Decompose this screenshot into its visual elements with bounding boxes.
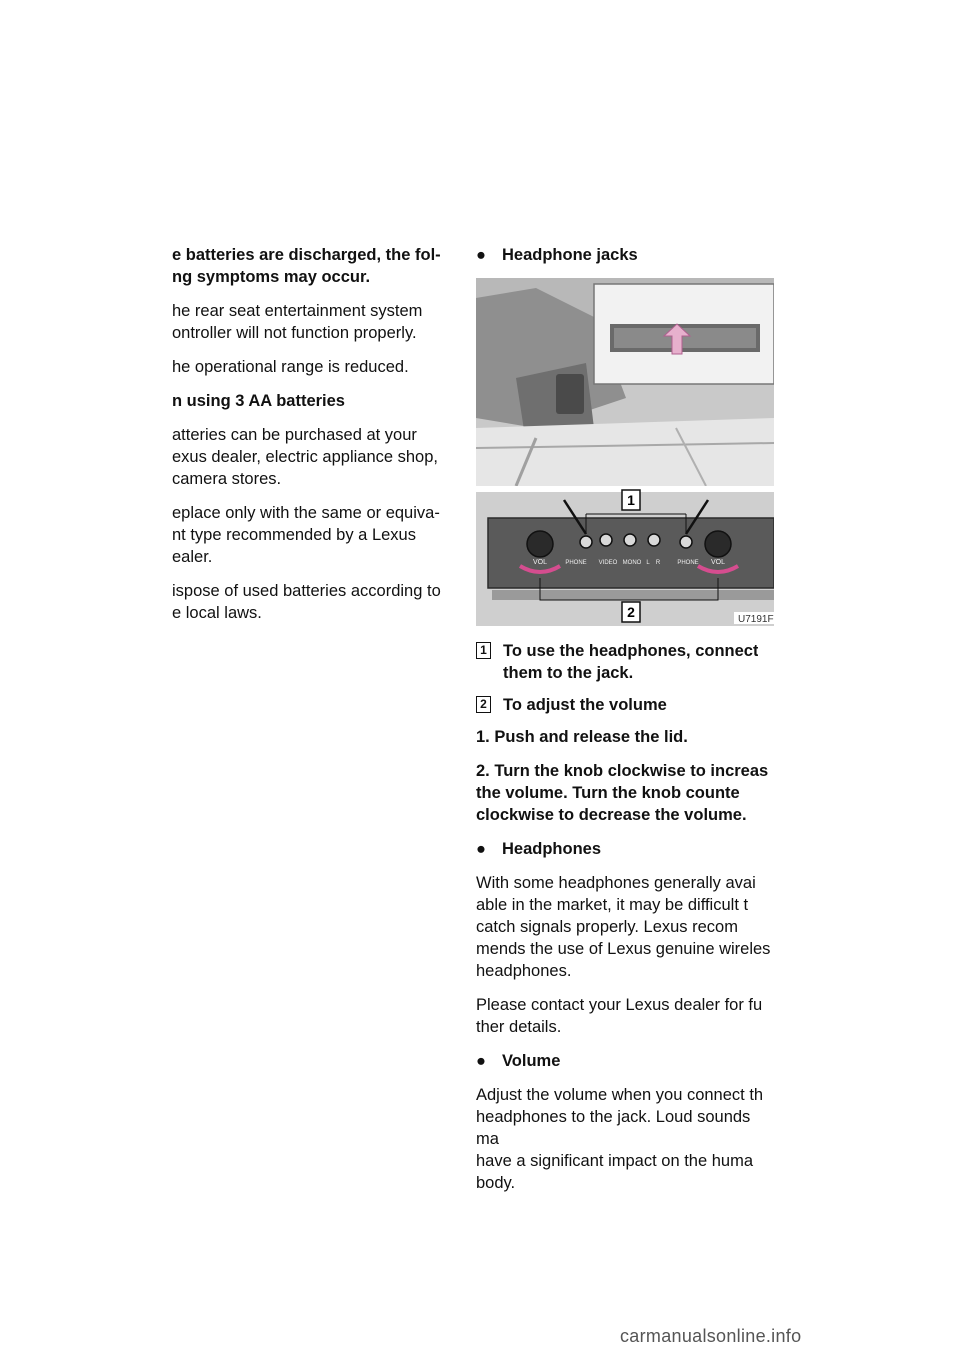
label-l: L bbox=[646, 560, 650, 566]
step-1 bbox=[476, 640, 774, 684]
left-column bbox=[172, 244, 456, 636]
step-2-number: 2 bbox=[476, 696, 491, 713]
figure-callout-1: 1 bbox=[627, 492, 635, 508]
headphone-jacks-illustration bbox=[476, 278, 774, 626]
figure-callout-2: 2 bbox=[627, 604, 635, 620]
label-vol-left: VOL bbox=[532, 559, 548, 566]
battery-replace-note: eplace only with the same or equiva- nt type recommended by a Lexus ealer. bbox=[172, 504, 440, 566]
label-phone-right: PHONE bbox=[677, 560, 699, 566]
substep-1: 1. Push and release the lid. bbox=[476, 728, 688, 746]
dealer-paragraph: Please contact your Lexus dealer for fu ther details. bbox=[476, 996, 763, 1036]
step-1-number: 1 bbox=[476, 642, 491, 659]
volume-paragraph: Adjust the volume when you connect th headphones to the jack. Loud sounds ma have a significant impact on the huma body. bbox=[476, 1086, 764, 1192]
battery-purchase-note: atteries can be purchased at your exus dealer, electric appliance shop, camera stores. bbox=[172, 426, 438, 488]
bullet-dot-icon: ● bbox=[476, 840, 486, 858]
label-phone-left: PHONE bbox=[565, 560, 587, 566]
battery-dispose-note: ispose of used batteries according to e local laws. bbox=[172, 582, 441, 622]
bullet-dot-icon: ● bbox=[476, 1052, 486, 1070]
label-r: R bbox=[655, 560, 661, 566]
figure-code: U7191F bbox=[738, 614, 774, 625]
bullet-headphones-label: Headphones bbox=[502, 840, 602, 858]
right-column bbox=[476, 244, 774, 1206]
step-1-text: To use the headphones, connect them to the jack. bbox=[503, 642, 759, 682]
bullet-headphones bbox=[476, 838, 774, 860]
symptom-controller: he rear seat entertainment system ontroller will not function properly. bbox=[172, 302, 423, 342]
headphone-jacks-figure bbox=[476, 278, 774, 626]
bullet-headphone-jacks-label: Headphone jacks bbox=[502, 246, 638, 264]
substep-2: 2. Turn the knob clockwise to increas the volume. Turn the knob counte clockwise to decrease the volume. bbox=[476, 762, 769, 824]
battery-discharge-intro: e batteries are discharged, the fol- ng symptoms may occur. bbox=[172, 246, 441, 286]
bullet-volume bbox=[476, 1050, 774, 1072]
bullet-headphone-jacks bbox=[476, 244, 774, 266]
bullet-dot-icon: ● bbox=[476, 246, 486, 264]
step-2-text: To adjust the volume bbox=[503, 696, 667, 714]
batteries-heading: n using 3 AA batteries bbox=[172, 392, 345, 410]
headphones-paragraph: With some headphones generally avai able in the market, it may be difficult t catch signals properly. Lexus recom mends the use of Lexus genuine wireles headphones. bbox=[476, 874, 771, 980]
footer-watermark: carmanualsonline.info bbox=[620, 1326, 802, 1346]
symptom-range: he operational range is reduced. bbox=[172, 358, 409, 376]
step-2 bbox=[476, 694, 774, 716]
label-video: VIDEO bbox=[598, 560, 618, 566]
bullet-volume-label: Volume bbox=[502, 1052, 561, 1070]
label-mono: MONO bbox=[622, 560, 642, 566]
label-vol-right: VOL bbox=[710, 559, 726, 566]
